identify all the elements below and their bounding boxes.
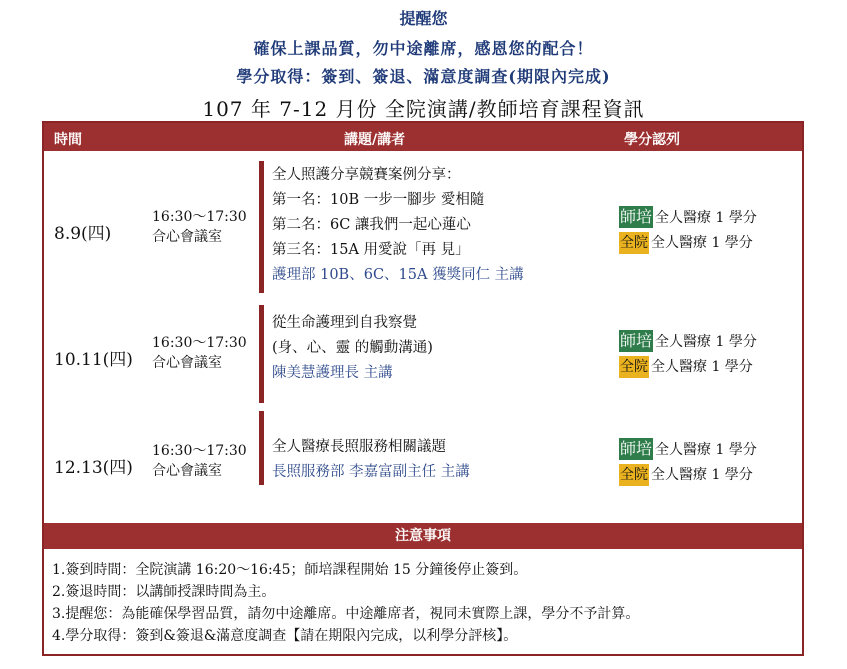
notice-item: 2.簽退時間：以講師授課時間為主。	[52, 584, 276, 600]
session-credits	[619, 438, 757, 488]
col-topic-header: 講題/講者	[344, 132, 406, 148]
session-room: 合心會議室	[152, 355, 222, 371]
row-divider-bar	[259, 411, 264, 485]
session-topic	[272, 311, 433, 386]
credit-label: 全人醫療 1 學分	[655, 210, 757, 226]
table-row	[44, 151, 802, 301]
session-time: 16:30～17:30	[152, 335, 247, 351]
session-time-room	[152, 207, 247, 247]
hospital-wide-tag: 全院	[619, 464, 649, 486]
teacher-training-tag: 師培	[620, 439, 653, 458]
topic-line: 第二名：6C 讓我們一起心蓮心	[272, 217, 471, 233]
credit-item	[619, 355, 757, 380]
session-credits	[619, 330, 757, 380]
credit-label: 全人醫療 1 學分	[651, 235, 753, 251]
session-room: 合心會議室	[152, 229, 222, 245]
table-header	[44, 123, 802, 151]
session-time: 16:30～17:30	[152, 443, 247, 459]
session-date: 12.13(四)	[54, 458, 133, 478]
reminder-heading: 提醒您	[399, 9, 448, 28]
schedule-table	[42, 121, 804, 656]
credit-label: 全人醫療 1 學分	[655, 442, 757, 458]
session-speaker: 陳美慧護理長 主講	[272, 365, 393, 381]
hospital-wide-tag: 全院	[619, 356, 649, 378]
teacher-training-tag: 師培	[620, 331, 653, 350]
credit-item	[619, 438, 757, 463]
hospital-wide-tag: 全院	[619, 232, 649, 254]
credit-item	[619, 463, 757, 488]
quality-reminder: 確保上課品質，勿中途離席，感恩您的配合！	[253, 39, 594, 58]
topic-line: 全人醫療長照服務相關議題	[272, 439, 446, 455]
table-row	[44, 301, 802, 409]
session-topic	[272, 163, 524, 288]
session-time-room	[152, 441, 247, 481]
notice-item: 4.學分取得：簽到&簽退&滿意度調查【請在期限內完成，以利學分評核】。	[52, 628, 518, 644]
session-date: 8.9(四)	[54, 224, 112, 244]
session-room: 合心會議室	[152, 463, 222, 479]
credit-requirements: 學分取得：簽到、簽退、滿意度調查(期限內完成)	[236, 67, 611, 86]
notice-item: 3.提醒您：為能確保學習品質，請勿中途離席。中途離席者，視同未實際上課，學分不予計算。	[52, 606, 640, 622]
topic-line: 第三名：15A 用愛說「再 見」	[272, 242, 470, 258]
topic-line: 從生命護理到自我察覺	[272, 315, 417, 331]
credit-item	[619, 231, 757, 256]
session-credits	[619, 206, 757, 256]
notice-title: 注意事項	[44, 523, 802, 549]
row-divider-bar	[259, 305, 264, 403]
table-row	[44, 409, 802, 519]
session-time: 16:30～17:30	[152, 209, 247, 225]
session-date: 10.11(四)	[54, 350, 133, 370]
session-time-room	[152, 333, 247, 373]
col-credit-header: 學分認列	[624, 132, 680, 148]
notice-item: 1.簽到時間：全院演講 16:20～16:45；師培課程開始 15 分鐘後停止簽到。	[52, 562, 528, 578]
credit-label: 全人醫療 1 學分	[651, 359, 753, 375]
topic-line: 全人照護分享競賽案例分享：	[272, 167, 461, 183]
credit-label: 全人醫療 1 學分	[651, 467, 753, 483]
topic-line: 第一名：10B 一步一腳步 愛相隨	[272, 192, 485, 208]
credit-label: 全人醫療 1 學分	[655, 334, 757, 350]
topic-line: (身、心、靈 的觸動溝通)	[272, 340, 433, 356]
session-speaker: 護理部 10B、6C、15A 獲獎同仁 主講	[272, 267, 524, 283]
notice-list	[52, 559, 639, 647]
session-speaker: 長照服務部 李嘉富副主任 主講	[272, 464, 470, 480]
session-topic	[272, 435, 470, 485]
teacher-training-tag: 師培	[620, 207, 653, 226]
row-divider-bar	[259, 161, 264, 293]
credit-item	[619, 206, 757, 231]
credit-item	[619, 330, 757, 355]
document-title: 107 年 7-12 月份 全院演講/教師培育課程資訊	[202, 97, 645, 121]
col-time-header: 時間	[54, 132, 82, 148]
